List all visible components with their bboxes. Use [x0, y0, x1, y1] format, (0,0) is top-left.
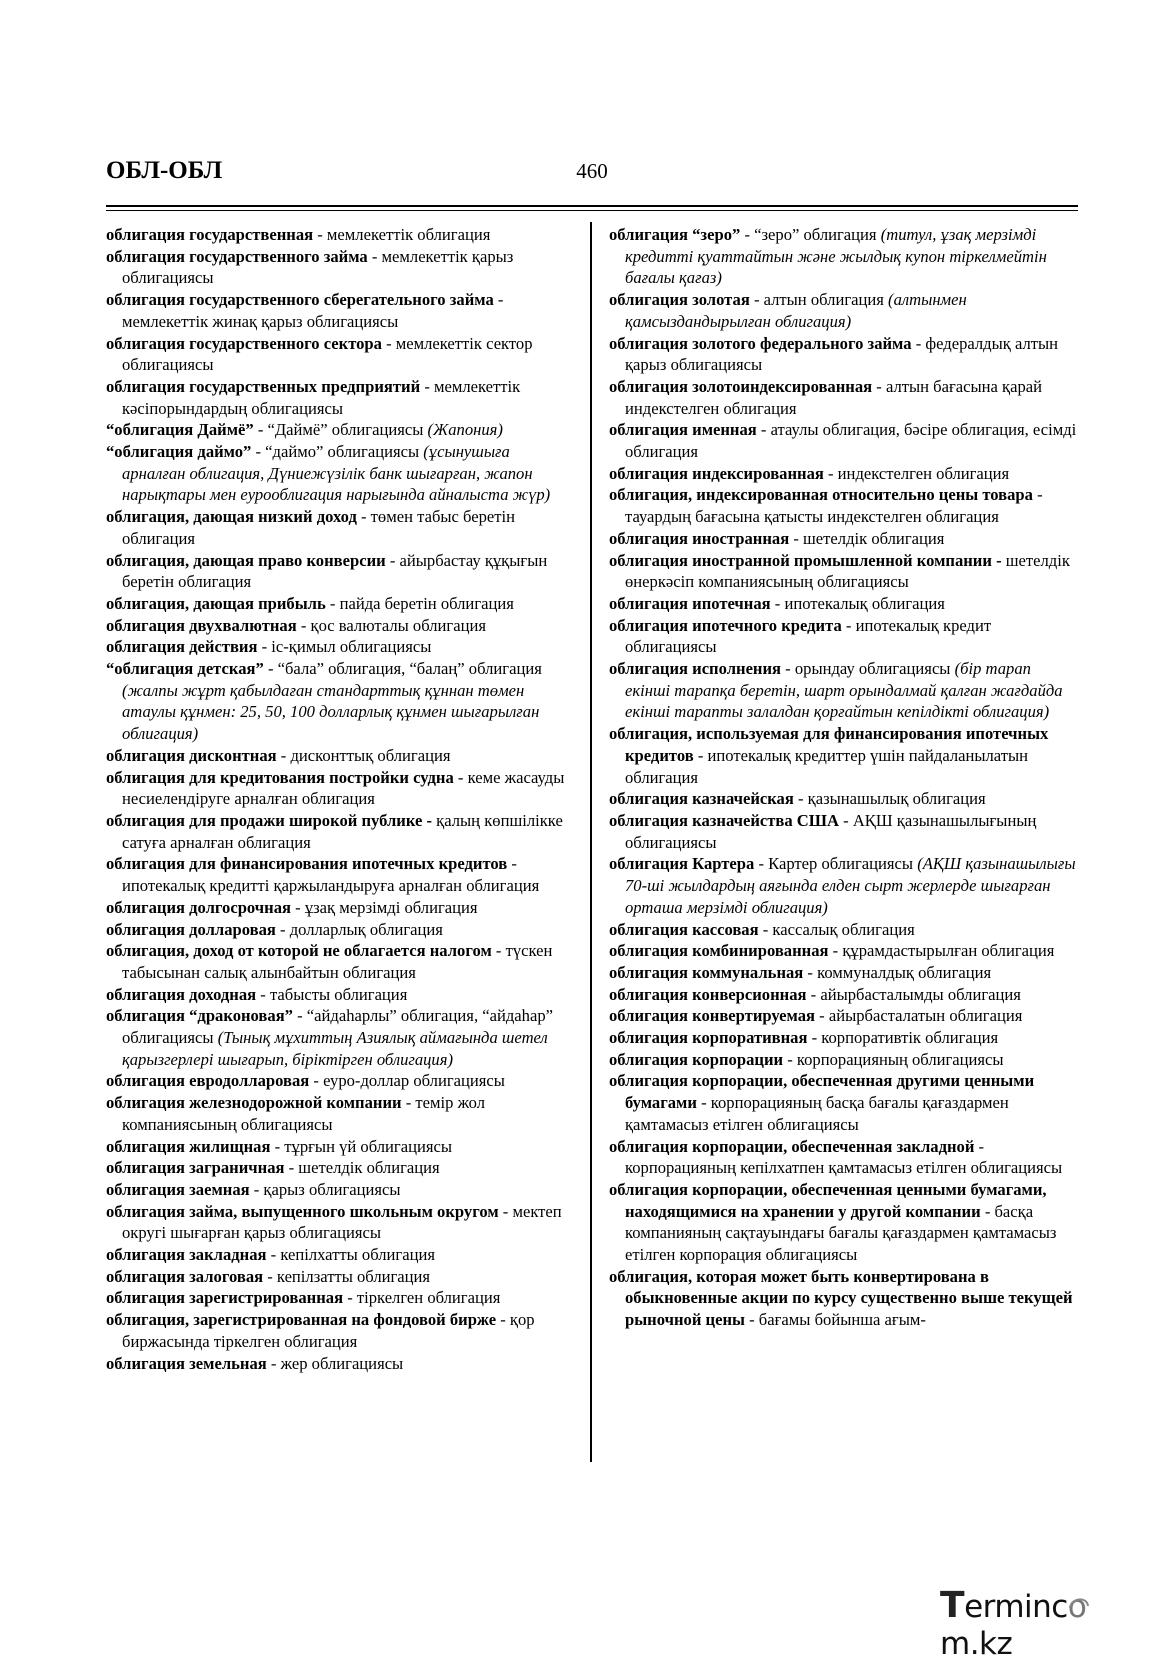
entry-translation: - коммуналдық облигация — [803, 962, 992, 982]
entry-translation: - мемлекеттік қарыз облигациясы — [122, 246, 514, 288]
dictionary-entry — [106, 1287, 576, 1309]
dictionary-entry — [106, 745, 576, 767]
entry-term: облигация Картера — [609, 854, 755, 874]
entry-term: облигация золотая — [609, 290, 750, 310]
entry-translation: - басқа компанияның сақтауындағы бағалы қағаздармен қамтамасыз етілген корпорация облигациясы — [625, 1201, 1057, 1265]
dictionary-entry — [106, 246, 576, 289]
entry-translation: - федералдық алтын қарыз облигациясы — [625, 333, 1059, 375]
entry-translation: - “Даймё” облигациясы — [253, 420, 428, 440]
dictionary-entry — [609, 333, 1078, 376]
entry-note: (ұсынушыға арналған облигация, Дүниежүзілік банк шығарған, жапон нарықтары мен еурооблигация нарығында айналыста жүр) — [122, 442, 551, 505]
entry-term: облигация именная — [609, 420, 757, 440]
entry-term: облигация доходная — [106, 984, 257, 1004]
entry-translation: - шетелдік облигация — [284, 1158, 440, 1178]
entry-note: (Тынық мұхиттың Азиялық аймағында шетел қарызгерлері шығарып, біріктірген облигация) — [122, 1028, 548, 1069]
dictionary-entry — [106, 984, 576, 1006]
entry-translation: - тауардың бағасына қатысты индекстелген облигация — [625, 485, 1043, 527]
entry-term: облигация иностранная — [609, 528, 790, 548]
page-header — [106, 157, 1078, 197]
entry-term: облигация евродолларовая — [106, 1071, 310, 1091]
entry-term: облигация, доход от которой не облагается налогом — [106, 941, 492, 961]
entry-term: облигация казначейская — [609, 789, 794, 809]
entry-translation: - индекстелген облигация — [823, 463, 1010, 483]
entry-term: облигация кассовая — [609, 919, 759, 939]
entry-translation: - “айдаһарлы” облигация, “айдаһар” облигациясы — [122, 1006, 553, 1048]
entry-translation: - қос валюталы облигация — [296, 615, 486, 635]
entry-translation: - қор биржасында тіркелген облигация — [122, 1310, 535, 1351]
entry-translation: - түскен табысынан салық алынбайтын облигация — [122, 941, 553, 982]
dictionary-entry — [106, 1201, 576, 1244]
dictionary-entry — [609, 528, 1078, 550]
dictionary-entry — [106, 1157, 576, 1179]
right-column — [609, 224, 1078, 1331]
entry-translation: - атаулы облигация, бәсіре облигация, есімді облигация — [625, 420, 1077, 462]
dictionary-entry — [106, 1309, 576, 1352]
entry-translation: - ипотекалық кредитті қаржыландыруға арналған облигация — [122, 854, 540, 896]
entry-term: облигация жилищная — [106, 1136, 271, 1156]
entry-term: облигация корпорации, обеспеченная закладной — [609, 1136, 975, 1156]
entry-translation: қалың көпшілікке сатуға арналған облигация — [122, 810, 563, 852]
entry-term: облигация, дающая низкий доход — [106, 507, 357, 527]
dictionary-entry — [609, 593, 1078, 615]
logo-o-text: o — [1067, 1589, 1087, 1625]
entry-term: облигация государственного сектора — [106, 333, 382, 353]
dictionary-entry — [609, 376, 1078, 419]
dictionary-entry — [106, 1353, 576, 1375]
page-number: 460 — [576, 159, 608, 183]
dictionary-entry — [609, 853, 1078, 918]
entry-term: облигация казначейства США — [609, 810, 839, 830]
dictionary-entry — [106, 636, 576, 658]
dictionary-entry — [106, 658, 576, 745]
entry-term: “облигация Даймё” — [106, 420, 254, 440]
dictionary-entry — [609, 1179, 1078, 1266]
entry-translation: - алтын бағасына қарай индекстелген облигация — [625, 376, 1043, 418]
logo-letter-o — [1068, 1589, 1086, 1625]
entry-translation: - мемлекеттік жинақ қарыз облигациясы — [122, 290, 504, 331]
entry-term: облигация двухвалютная — [106, 615, 297, 635]
entry-term: облигация долгосрочная — [106, 897, 291, 917]
dictionary-entry — [106, 441, 576, 506]
dictionary-entry — [609, 615, 1078, 658]
dictionary-entry — [106, 289, 576, 332]
entry-translation: - бағамы бойынша ағым- — [744, 1310, 926, 1330]
entry-term: облигация корпоративная — [609, 1028, 808, 1048]
dictionary-entry — [106, 1266, 576, 1288]
entry-term: облигация действия — [106, 637, 258, 657]
entry-term: облигация для кредитования постройки судна — [106, 767, 454, 787]
entry-term: облигация, используемая для финансирования ипотечных кредитов — [609, 724, 1049, 765]
logo-letter-t: T — [940, 1585, 965, 1626]
entry-term: облигация для финансирования ипотечных кредитов — [106, 854, 508, 874]
entry-note: (АҚШ қазынашылығы 70-ші жылдардың аяғында елден сырт жерлерде шығарған орташа мерзімді облигация) — [625, 854, 1076, 917]
dictionary-entry — [609, 810, 1078, 853]
entry-note: (бір тарап екінші тарапқа беретін, шарт орындалмай қалған жағдайда екінші тарапты залалдан қорғайтын кепілдікті облигация) — [625, 659, 1063, 722]
entry-translation: - айырбасталымды облигация — [806, 984, 1021, 1004]
entry-translation: - шетелдік облигация — [789, 528, 945, 548]
entry-translation: - іс-қимыл облигациясы — [257, 637, 432, 657]
entry-term: облигация закладная — [106, 1245, 267, 1265]
entry-translation: шетелдік өнеркәсіп компаниясының облигациясы — [625, 550, 1070, 592]
entry-translation: - ипотекалық кредиттер үшін пайдаланылатын облигация — [625, 745, 1029, 787]
dictionary-entry — [609, 1027, 1078, 1049]
entry-term: облигация ипотечная — [609, 593, 771, 613]
entry-term: облигация заемная — [106, 1179, 250, 1199]
entry-translation: - мектеп округі шығарған қарыз облигациясы — [122, 1201, 562, 1243]
entry-translation: - кеме жасауды несиелендіруге арналған облигация — [122, 767, 565, 809]
entry-translation: - айырбасталатын облигация — [815, 1006, 1023, 1026]
entry-term: облигация корпорации — [609, 1049, 784, 1069]
dictionary-entry — [609, 289, 1078, 332]
entry-translation: - корпоративтік облигация — [807, 1028, 999, 1048]
entry-translation: - дисконттық облигация — [276, 745, 451, 765]
dictionary-entry — [106, 919, 576, 941]
entry-translation: - табысты облигация — [256, 984, 408, 1004]
dictionary-entry — [106, 506, 576, 549]
dictionary-entry — [106, 1179, 576, 1201]
dictionary-entry — [609, 723, 1078, 788]
entry-translation: - кепілхатты облигация — [266, 1245, 435, 1265]
header-rule-thin — [106, 210, 1078, 211]
entry-term: облигация займа, выпущенного школьным округом — [106, 1201, 499, 1221]
logo-text-mkz: m.kz — [940, 1626, 1013, 1662]
header-rule-thick — [106, 205, 1078, 207]
entry-translation: - корпорацияның облигациясы — [783, 1049, 1004, 1069]
entry-term: облигация, зарегистрированная на фондовой бирже — [106, 1310, 497, 1330]
entry-term: облигация коммунальная — [609, 962, 804, 982]
entry-term: облигация государственного сберегательного займа — [106, 290, 494, 310]
entry-term: облигация конверсионная — [609, 984, 807, 1004]
dictionary-entry — [106, 810, 576, 853]
entry-translation: - долларлық облигация — [275, 919, 443, 939]
entry-translation: - пайда беретін облигация — [325, 593, 514, 613]
dictionary-entry — [609, 1005, 1078, 1027]
dictionary-entry — [106, 1092, 576, 1135]
entry-translation: - мемлекеттік сектор облигациясы — [122, 333, 533, 375]
entry-translation: - корпорацияның кепілхатпен қамтамасыз етілген облигациясы — [625, 1136, 1063, 1178]
entry-term: облигация ипотечного кредита — [609, 615, 842, 635]
entry-term: облигация земельная — [106, 1353, 267, 1373]
dictionary-entry — [609, 1070, 1078, 1135]
entry-translation: - ұзақ мерзімді облигация — [291, 897, 478, 917]
running-head: ОБЛ-ОБЛ — [106, 157, 223, 184]
dictionary-entry — [106, 593, 576, 615]
entry-term: облигация заграничная — [106, 1158, 285, 1178]
entry-translation: - тіркелген облигация — [343, 1288, 501, 1308]
entry-translation: - ипотекалық кредит облигациясы — [625, 615, 992, 657]
entry-term: облигация иностранной промышленной компании - — [609, 550, 1002, 570]
dictionary-entry — [106, 853, 576, 896]
entry-translation: - орындау облигациясы — [781, 659, 955, 679]
entry-translation: - кепілзатты облигация — [263, 1266, 431, 1286]
entry-translation: - “зеро” облигация — [740, 225, 881, 244]
dictionary-entry — [106, 376, 576, 419]
entry-translation: - құрамдастырылған облигация — [828, 941, 1055, 961]
dictionary-entry — [609, 788, 1078, 810]
logo-text-erminc: erminc — [964, 1589, 1068, 1625]
dictionary-entry — [609, 419, 1078, 462]
logo-swirl-icon — [1067, 1592, 1091, 1620]
entry-term: облигация комбинированная — [609, 941, 829, 961]
entry-translation: - мемлекеттік кәсіпорындардың облигациясы — [122, 376, 521, 418]
entry-translation: - корпорацияның басқа бағалы қағаздармен қамтамасыз етілген облигациясы — [625, 1093, 1009, 1134]
entry-translation: - жер облигациясы — [266, 1353, 404, 1373]
entry-term: облигация корпорации, обеспеченная ценными бумагами, находящимися на хранении у другой компании — [609, 1179, 1047, 1221]
entry-translation: - мемлекеттік облигация — [313, 225, 491, 244]
entry-term: облигация золотого федерального займа — [609, 333, 912, 353]
left-column — [106, 224, 576, 1374]
entry-term: облигация зарегистрированная — [106, 1288, 344, 1308]
entry-term: облигация для продажи широкой публике - — [106, 810, 433, 830]
entry-term: облигация, индексированная относительно цены товара — [609, 485, 1033, 505]
entry-term: облигация, дающая право конверсии — [106, 550, 386, 570]
entry-translation: - ипотекалық облигация — [770, 593, 945, 613]
entry-term: облигация государственных предприятий — [106, 376, 421, 396]
entry-term: облигация “драконовая” — [106, 1006, 293, 1026]
entry-translation: - кассалық облигация — [758, 919, 915, 939]
entry-note: (алтынмен қамсыздандырылған облигация) — [625, 290, 967, 331]
entry-term: облигация корпорации, обеспеченная другими ценными бумагами — [609, 1071, 1035, 1113]
entry-term: облигация дисконтная — [106, 745, 277, 765]
entry-term: “облигация даймо” — [106, 442, 252, 462]
entry-term: облигация государственного займа — [106, 246, 368, 266]
entry-term: облигация, которая может быть конвертирована в обыкновенные акции по курсу существенно выше текущей рыночной цены — [609, 1266, 1073, 1330]
dictionary-entry — [106, 1136, 576, 1158]
entry-term: облигация залоговая — [106, 1266, 264, 1286]
entry-term: облигация государственная — [106, 225, 314, 244]
dictionary-entry — [106, 550, 576, 593]
dictionary-entry — [106, 224, 576, 246]
entry-translation: - Картер облигациясы — [754, 854, 918, 874]
dictionary-entry — [609, 919, 1078, 941]
dictionary-entry — [609, 940, 1078, 962]
dictionary-entry — [609, 984, 1078, 1006]
entry-translation: - темір жол компаниясының облигациясы — [122, 1093, 486, 1134]
entry-term: облигация золотоиндексированная — [609, 376, 873, 396]
dictionary-entry — [106, 333, 576, 376]
entry-translation: - еуро-доллар облигациясы — [309, 1071, 505, 1091]
dictionary-entry — [106, 897, 576, 919]
entry-term: облигация индексированная — [609, 463, 824, 483]
dictionary-entry — [106, 940, 576, 983]
dictionary-entry — [106, 419, 576, 441]
entry-note: (жалпы жұрт қабылдаған стандарттық құннан төмен атаулы құнмен: 25, 50, 100 долларлық құнмен шығарылған облигация) — [122, 680, 540, 744]
dictionary-entry — [106, 1070, 576, 1092]
dictionary-entry — [609, 1049, 1078, 1071]
dictionary-entry — [609, 484, 1078, 527]
entry-translation: - тұрғын үй облигациясы — [270, 1136, 452, 1156]
dictionary-entry — [106, 1244, 576, 1266]
dictionary-entry — [106, 615, 576, 637]
dictionary-entry — [609, 224, 1078, 289]
dictionary-entry — [609, 463, 1078, 485]
dictionary-entry — [609, 1136, 1078, 1179]
entry-note: (Жапония) — [427, 420, 503, 440]
entry-term: облигация “зеро” — [609, 225, 741, 244]
termincom-logo — [940, 1585, 1140, 1662]
entry-translation: - қазынашылық облигация — [793, 789, 986, 809]
entry-translation: - төмен табыс беретін облигация — [122, 507, 516, 548]
entry-term: облигация конвертируемая — [609, 1006, 816, 1026]
entry-translation: - қарыз облигациясы — [249, 1179, 401, 1199]
entry-term: “облигация детская” — [106, 659, 264, 679]
dictionary-entry — [106, 1005, 576, 1070]
entry-term: облигация железнодорожной компании — [106, 1093, 402, 1113]
entry-translation: - АҚШ қазынашылығының облигациясы — [625, 810, 1037, 852]
dictionary-entry — [609, 1266, 1078, 1331]
entry-translation: - айырбастау құқығын беретін облигация — [122, 550, 548, 592]
entry-note: (титул, ұзақ мерзімді кредитті қуаттайтын және жылдық купон тіркелмейтін бағалы қағаз) — [625, 225, 1047, 288]
entry-translation: - алтын облигация — [749, 290, 889, 310]
dictionary-entry — [609, 962, 1078, 984]
column-divider — [590, 222, 592, 1462]
entry-term: облигация, дающая прибыль — [106, 593, 326, 613]
entry-translation: - “бала” облигация, “балаң” облигация — [263, 659, 542, 679]
entry-term: облигация долларовая — [106, 919, 276, 939]
dictionary-entry — [609, 658, 1078, 723]
entry-translation: - “даймо” облигациясы — [251, 442, 424, 462]
entry-term: облигация исполнения — [609, 659, 782, 679]
dictionary-entry — [609, 550, 1078, 593]
dictionary-entry — [106, 767, 576, 810]
